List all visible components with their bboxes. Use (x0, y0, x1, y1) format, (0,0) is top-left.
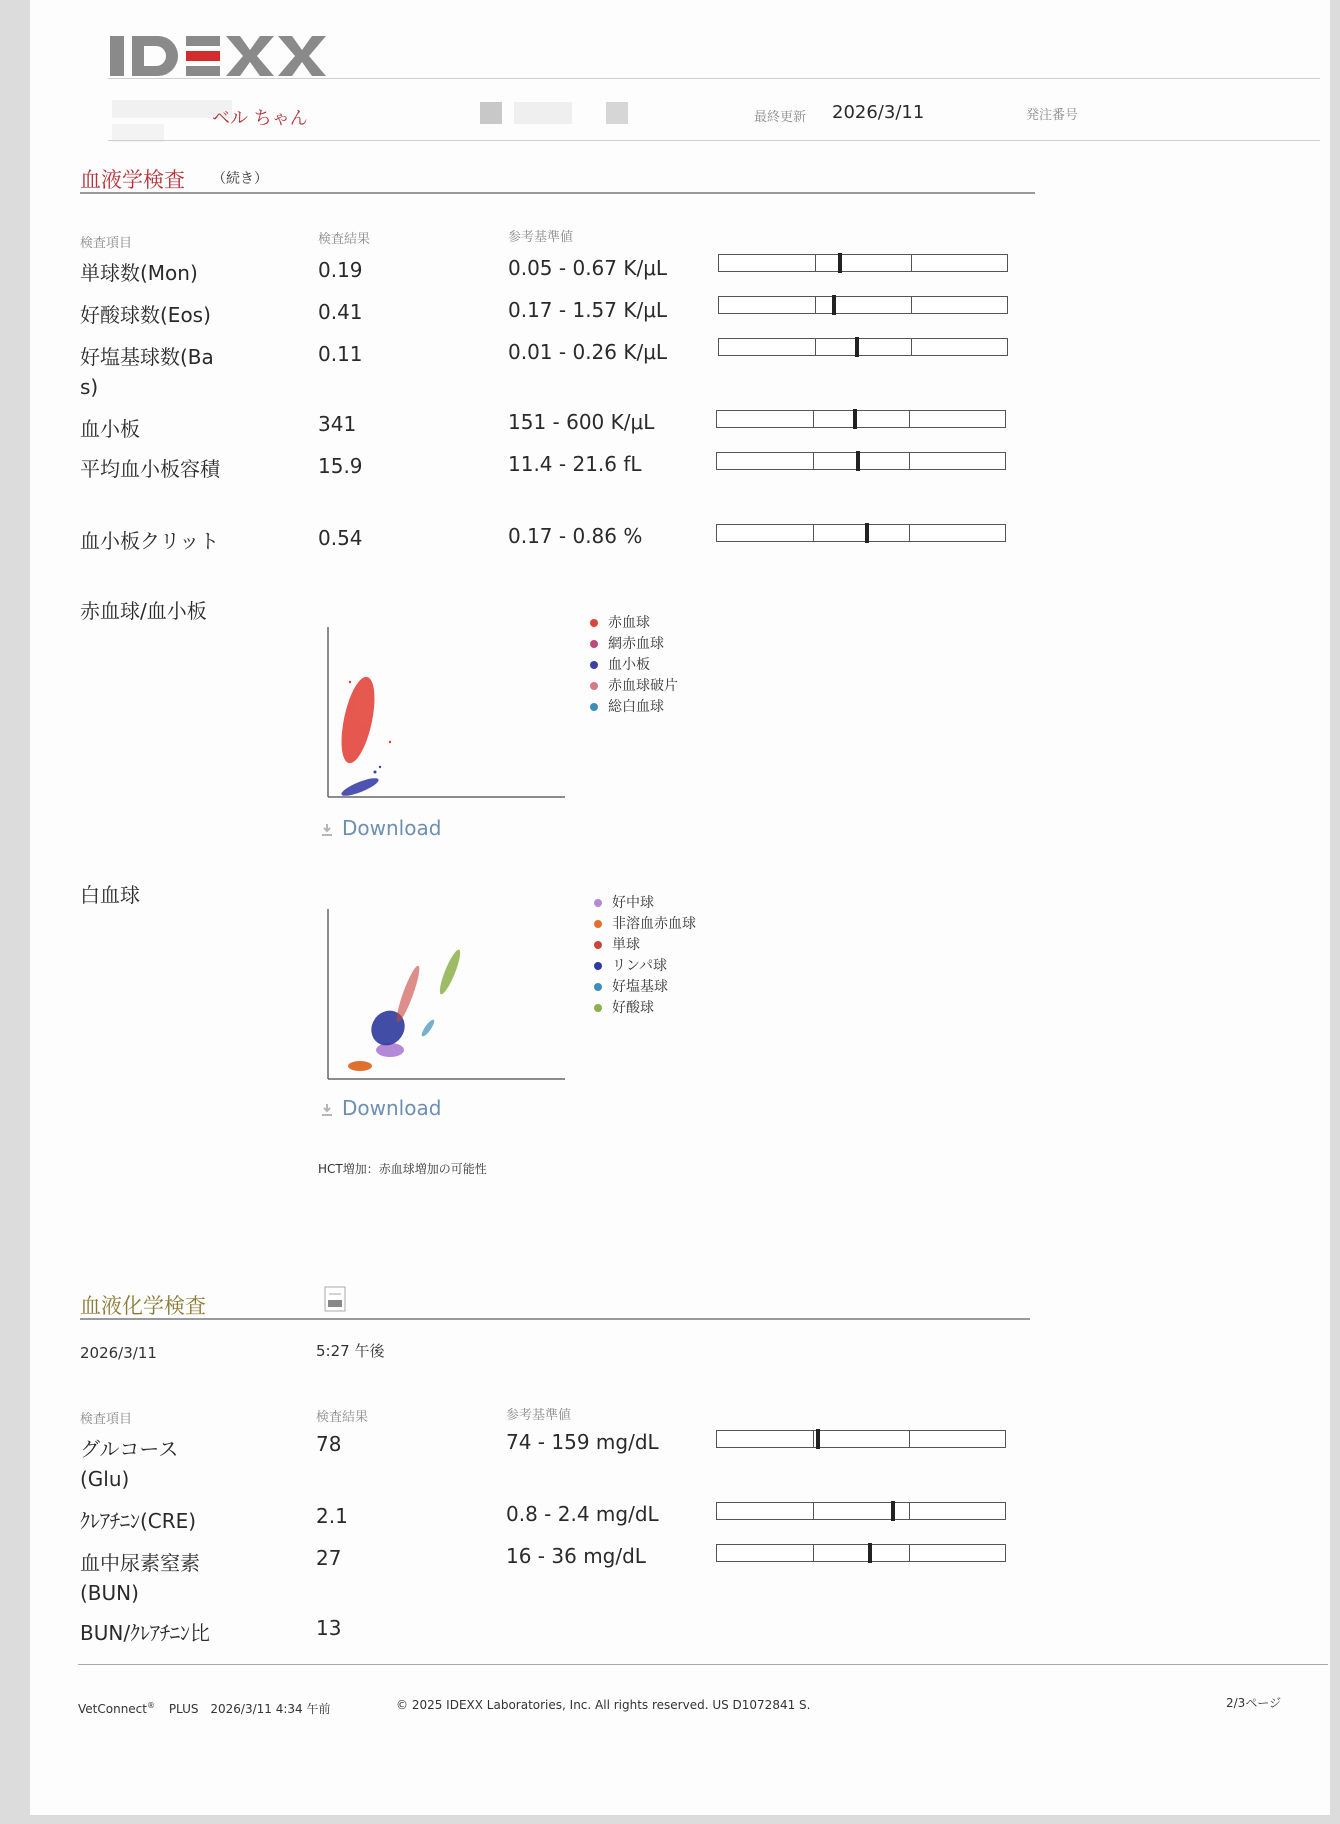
legend-label: リンパ球 (612, 958, 668, 974)
footer-app-mark: ® (146, 1701, 155, 1710)
download-label: Download (342, 816, 442, 840)
legend-item (594, 934, 640, 954)
test-name: 好酸球数(Eos) (80, 303, 211, 327)
test-result: 27 (316, 1546, 342, 1570)
range-bar (716, 410, 1006, 428)
range-bar (718, 338, 1008, 356)
reference-range: 0.01 - 0.26 K/μL (508, 340, 668, 364)
order-number-label: 発注番号 (1026, 108, 1079, 123)
test-result: 0.19 (318, 258, 363, 282)
chemistry-time: 5:27 午後 (316, 1342, 385, 1360)
legend-dot (594, 1004, 602, 1012)
reference-range: 151 - 600 K/μL (508, 410, 655, 434)
patient-name: ベル ちゃん (212, 108, 308, 129)
legend-label: 総白血球 (608, 699, 664, 715)
comment-note: HCT増加：赤血球増加の可能性 (318, 1162, 487, 1176)
monocyte-cluster (393, 964, 423, 1024)
hematology-divider (80, 192, 1035, 194)
last-updated-value: 2026/3/11 (832, 102, 925, 123)
legend-label: 赤血球破片 (608, 678, 678, 694)
range-bar (716, 524, 1006, 542)
report-page (30, 0, 1330, 1815)
footer-divider (78, 1664, 1328, 1665)
legend-item (590, 654, 650, 674)
range-marker (891, 1501, 895, 1521)
hematology-title: 血液学検査 (80, 168, 185, 192)
test-result: 15.9 (318, 454, 363, 478)
legend-label: 赤血球 (608, 615, 650, 631)
header-divider (108, 78, 1320, 79)
download-label: Download (342, 1096, 442, 1120)
test-result: 341 (318, 412, 357, 436)
legend-item (594, 976, 668, 996)
test-name: 単球数(Mon) (80, 261, 198, 285)
footer-copyright: © 2025 IDEXX Laboratories, Inc. All rights reserved. US D1072841 S. (396, 1698, 811, 1712)
legend-dot (590, 640, 598, 648)
nrbc-cluster (348, 1061, 372, 1071)
chemistry-divider (80, 1318, 1030, 1320)
test-result: 0.41 (318, 300, 363, 324)
range-bar (716, 1544, 1006, 1562)
range-marker (853, 409, 857, 429)
range-bar (718, 296, 1008, 314)
download-icon (320, 823, 334, 837)
wbc-scatter-plot (320, 904, 570, 1084)
range-marker (816, 1429, 820, 1449)
legend-item (594, 913, 696, 933)
download-icon (320, 1103, 334, 1117)
legend-label: 好中球 (612, 895, 654, 911)
wbc-download-link[interactable] (320, 1096, 441, 1120)
legend-dot (594, 983, 602, 991)
chemistry-date: 2026/3/11 (80, 1344, 157, 1362)
hematology-title-suffix: （続き） (212, 171, 268, 187)
redacted-block (514, 102, 572, 124)
legend-item (594, 997, 654, 1017)
test-result: 78 (316, 1432, 342, 1456)
idexx-logo (110, 32, 330, 80)
footer-page-number: 2/3ページ (1226, 1696, 1282, 1710)
legend-label: 好塩基球 (612, 979, 668, 995)
last-updated-label: 最終更新 (754, 110, 807, 125)
legend-item (590, 612, 650, 632)
range-bar (716, 452, 1006, 470)
legend-dot (594, 899, 602, 907)
legend-label: 単球 (612, 937, 640, 953)
platelet-cluster (340, 775, 381, 799)
legend-dot (594, 920, 602, 928)
test-name: BUN/ｸﾚｱﾁﾆﾝ比 (80, 1621, 211, 1645)
test-result: 2.1 (316, 1504, 348, 1528)
reference-range: 0.17 - 0.86 % (508, 524, 643, 548)
test-name: グルコース (Glu) (80, 1437, 179, 1491)
col-header-item: 検査項目 (80, 1412, 133, 1427)
basophil-cluster (420, 1018, 436, 1038)
col-header-result: 検査結果 (318, 232, 371, 247)
rbc-plt-label: 赤血球/血小板 (80, 599, 207, 623)
range-marker (865, 523, 869, 543)
header-bottom-divider (108, 140, 1320, 141)
range-marker (868, 1543, 872, 1563)
legend-dot (590, 682, 598, 690)
col-header-range: 参考基準値 (506, 1408, 572, 1423)
col-header-range: 参考基準値 (508, 230, 574, 245)
range-marker (838, 253, 842, 273)
reference-range: 0.05 - 0.67 K/μL (508, 256, 668, 280)
reference-range: 0.17 - 1.57 K/μL (508, 298, 668, 322)
range-marker (855, 337, 859, 357)
test-result: 0.54 (318, 526, 363, 550)
reference-range: 16 - 36 mg/dL (506, 1544, 646, 1568)
reference-range: 0.8 - 2.4 mg/dL (506, 1502, 659, 1526)
test-name: 好塩基球数(Bas) (80, 345, 214, 399)
col-header-result: 検査結果 (316, 1410, 369, 1425)
rbc-plt-download-link[interactable] (320, 816, 441, 840)
footer-timestamp: 2026/3/11 4:34 午前 (210, 1702, 331, 1716)
rbc-plt-scatter-plot (320, 622, 570, 802)
wbc-label: 白血球 (80, 883, 140, 907)
legend-dot (590, 661, 598, 669)
reference-range: 74 - 159 mg/dL (506, 1430, 659, 1454)
legend-label: 非溶血赤血球 (612, 916, 696, 932)
legend-item (590, 696, 664, 716)
test-name: 血小板 (80, 417, 140, 441)
legend-dot (590, 703, 598, 711)
test-name: 血小板クリット (80, 529, 220, 553)
reference-range: 11.4 - 21.6 fL (508, 452, 642, 476)
range-bar (716, 1430, 1006, 1448)
legend-item (590, 675, 678, 695)
rbc-cluster-core (356, 680, 372, 724)
range-marker (832, 295, 836, 315)
legend-dot (594, 962, 602, 970)
legend-label: 好酸球 (612, 1000, 654, 1016)
footer-app-suffix: PLUS (168, 1702, 199, 1716)
col-header-item: 検査項目 (80, 236, 133, 251)
legend-label: 網赤血球 (608, 636, 664, 652)
footer-app-name: VetConnect (78, 1702, 147, 1716)
test-result: 13 (316, 1616, 342, 1640)
chemistry-title: 血液化学検査 (80, 1294, 206, 1318)
range-marker (856, 451, 860, 471)
range-bar (718, 254, 1008, 272)
legend-item (594, 955, 667, 975)
legend-label: 血小板 (608, 657, 650, 673)
test-name: 平均血小板容積 (80, 457, 220, 481)
test-name: ｸﾚｱﾁﾆﾝ(CRE) (80, 1509, 197, 1533)
legend-item (590, 633, 664, 653)
footer-app (78, 1700, 330, 1717)
legend-dot (594, 941, 602, 949)
test-name: 血中尿素窒素 (BUN) (80, 1551, 200, 1605)
redacted-block (606, 102, 628, 124)
legend-dot (590, 619, 598, 627)
neutrophil-cluster (376, 1043, 404, 1057)
eosinophil-cluster (436, 948, 463, 996)
redacted-block (480, 102, 502, 124)
test-result: 0.11 (318, 342, 363, 366)
print-icon[interactable] (324, 1286, 346, 1312)
legend-item (594, 892, 654, 912)
range-bar (716, 1502, 1006, 1520)
